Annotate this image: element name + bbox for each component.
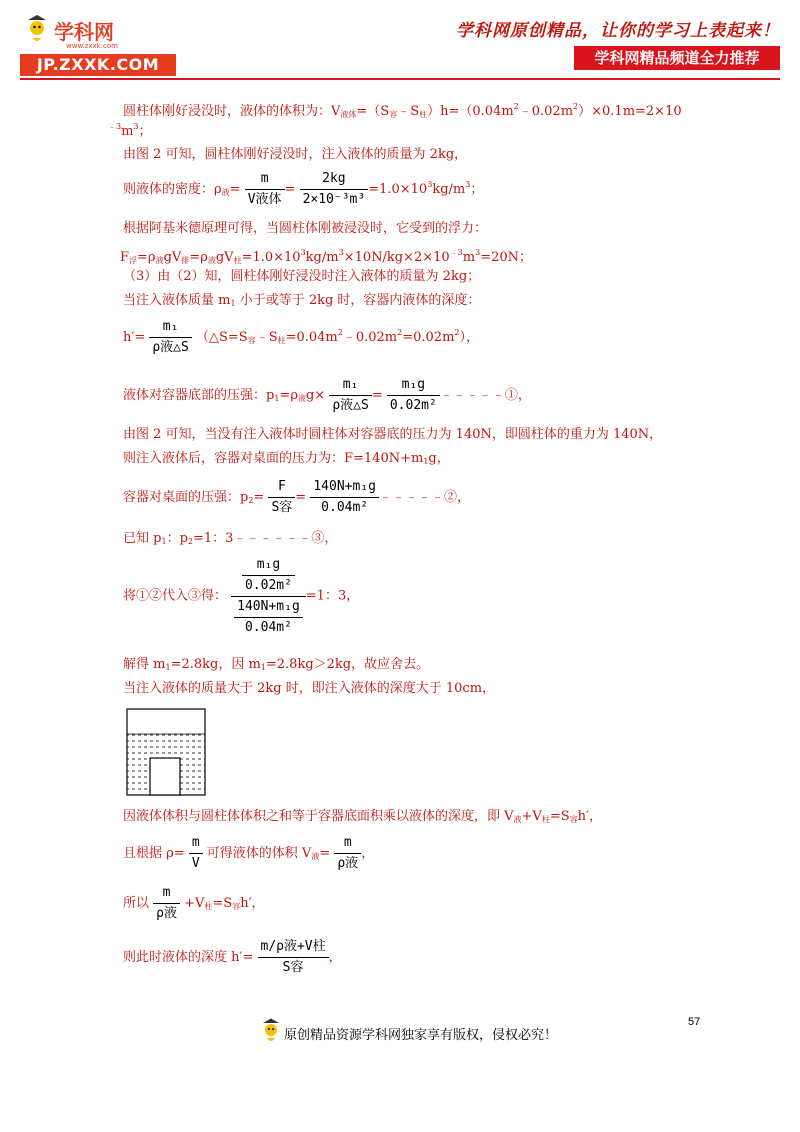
fraction-p1-1: $\frac{\text{m₁}}{\text{ρ液△S}}$ <box>329 376 371 415</box>
page-header <box>0 0 800 90</box>
fraction-density-1: $\frac{m}{\text{V液体}}$ <box>245 170 285 209</box>
fraction-compound-bottom: $\frac{\text{140N+m₁g}}{\text{0.04m²}}$ <box>234 598 303 637</box>
text-line-buoyancy: $F_浮=\rho_液gV_排=\rho_液gV_柱=1.0\times 10^3kg/m^3\times 10N/kg\times 2\times 10^{﹣3}m^3=20N$； <box>120 248 532 265</box>
fraction-depth: $\frac{\text{m₁}}{\text{ρ液△S}}$ <box>149 318 191 357</box>
container-diagram <box>126 708 206 796</box>
page-number: 57 <box>688 1016 701 1028</box>
logo-url: JP.ZXXK.COM <box>20 54 176 76</box>
header-divider <box>20 78 780 80</box>
text-line-ratio: 已知 $p_1$：$p_2=1$：3﹣﹣﹣﹣﹣﹣③， <box>123 531 338 546</box>
fraction-sum: $\frac{m}{\text{ρ液}}$ <box>153 884 180 923</box>
text-line-rho: 且根据 ρ= $\frac{m}{V}$ 可得液体的体积 $V_液=$ $\frac{m}{\text{ρ液}}$ ， <box>123 835 375 871</box>
text-line-6: （3）由（2）知，圆柱体刚好浸没时注入液体的质量为 2kg； <box>123 269 481 284</box>
text-line-2: 由图 2 可知，圆柱体刚好浸没时，注入液体的质量为 2kg， <box>123 147 468 162</box>
zxxk-logo <box>20 10 180 76</box>
fraction-p1-2: $\frac{\text{m₁g}}{\text{0.02m²}}$ <box>387 376 440 415</box>
text-line-substitute: 将①②代入③得： $\frac{\frac{\text{m₁g}}{\text{0.02m²}}}{\frac{\text{140N+m₁g}}{\text{0.04m²}}}$ =1：3， <box>123 557 360 635</box>
text-line-sum: 所以 $\frac{m}{\text{ρ液}}$ $+V_柱=S_容h'$， <box>123 885 265 921</box>
fraction-final-depth: $\frac{\text{m/ρ液+V柱}}{\text{S容}}$ <box>258 938 329 977</box>
text-line-volume: 因液体体积与圆柱体体积之和等于容器底面积乘以液体的深度，即 $V_液+V_柱=S_容h'$， <box>123 809 602 824</box>
text-line-4: 根据阿基米德原理可得，当圆柱体刚被浸没时，它受到的浮力： <box>123 221 488 236</box>
header-banner: 学科网精品频道全力推荐 <box>574 46 780 70</box>
page-footer <box>262 1018 592 1048</box>
text-line-7: 当注入液体质量 $m_1$ 小于或等于 2kg 时，容器内液体的深度： <box>123 293 481 308</box>
copyright-notice: 原创精品资源学科网独家享有版权，侵权必究！ <box>284 1028 558 1043</box>
text-line-final-depth: 则此时液体的深度 h′= $\frac{\text{m/ρ液+V柱}}{\text{S容}}$ ， <box>123 939 342 975</box>
text-line-solve: 解得 $m_1=2.8kg$，因 $m_1=2.8kg>2kg$，故应舍去。 <box>123 657 430 672</box>
text-line-depth: h′= $\frac{\text{m₁}}{\text{ρ液△S}}$ $(\triangle S=S_容﹣S_柱=0.04m^2﹣0.02m^2=0.02m^2)$， <box>123 319 480 355</box>
fraction-p2-1: $\frac{F}{\text{S容}}$ <box>268 478 295 517</box>
text-line-11: 则注入液体后，容器对桌面的压力为：$F=140N+m_1g$， <box>123 451 450 466</box>
mascot-icon <box>26 14 48 44</box>
logo-url-small: www.zxxk.com <box>66 42 118 50</box>
fraction-compound-top: $\frac{\text{m₁g}}{\text{0.02m²}}$ <box>242 556 295 595</box>
mascot-icon <box>262 1018 280 1044</box>
header-slogan: 学科网原创精品，让你的学习上表起来！ <box>456 21 780 41</box>
fraction-p2-2: $\frac{\text{140N+m₁g}}{\text{0.04m²}}$ <box>310 478 379 517</box>
text-line-1: 圆柱体刚好浸没时，液体的体积为：$V_{液体}=(S_容﹣S_柱)h=(0.04m^2﹣0.02m^2)\times 0.1m=2\times 10$ <box>123 102 682 119</box>
text-line-1-cont: $^{﹣3}m^3$； <box>108 122 152 139</box>
fraction-density-2: $\frac{2kg}{\text{2×10⁻³m³}}$ <box>300 170 369 209</box>
logo-text: 学科网 <box>54 20 114 44</box>
text-line-10: 由图 2 可知，当没有注入液体时圆柱体对容器底的压力为 140N，即圆柱体的重力为 140N， <box>123 427 663 442</box>
text-line-p1: 液体对容器底部的压强：$p_1=\rho_液g\times$ $\frac{\text{m₁}}{\text{ρ液△S}}$ = $\frac{\text{m₁g}}{\text{0.02m²}}$ ﹣﹣﹣﹣﹣①， <box>123 377 531 413</box>
text-line-16: 当注入液体的质量大于 2kg 时，即注入液体的深度大于 10cm， <box>123 681 496 696</box>
fraction-rho: $\frac{m}{V}$ <box>189 834 203 873</box>
text-line-p2: 容器对桌面的压强：$p_2=$ $\frac{F}{\text{S容}}$ = $\frac{\text{140N+m₁g}}{\text{0.04m²}}$ ﹣﹣﹣﹣﹣②， <box>123 479 470 515</box>
text-line-density: 则液体的密度：$\rho_液=$ $\frac{m}{\text{V液体}}$ = $\frac{2kg}{\text{2×10⁻³m³}}$ $=1.0\times 10^3kg/m^3$； <box>123 171 484 207</box>
fraction-liquid-volume: $\frac{m}{\text{ρ液}}$ <box>334 834 361 873</box>
fraction-compound <box>231 556 306 637</box>
